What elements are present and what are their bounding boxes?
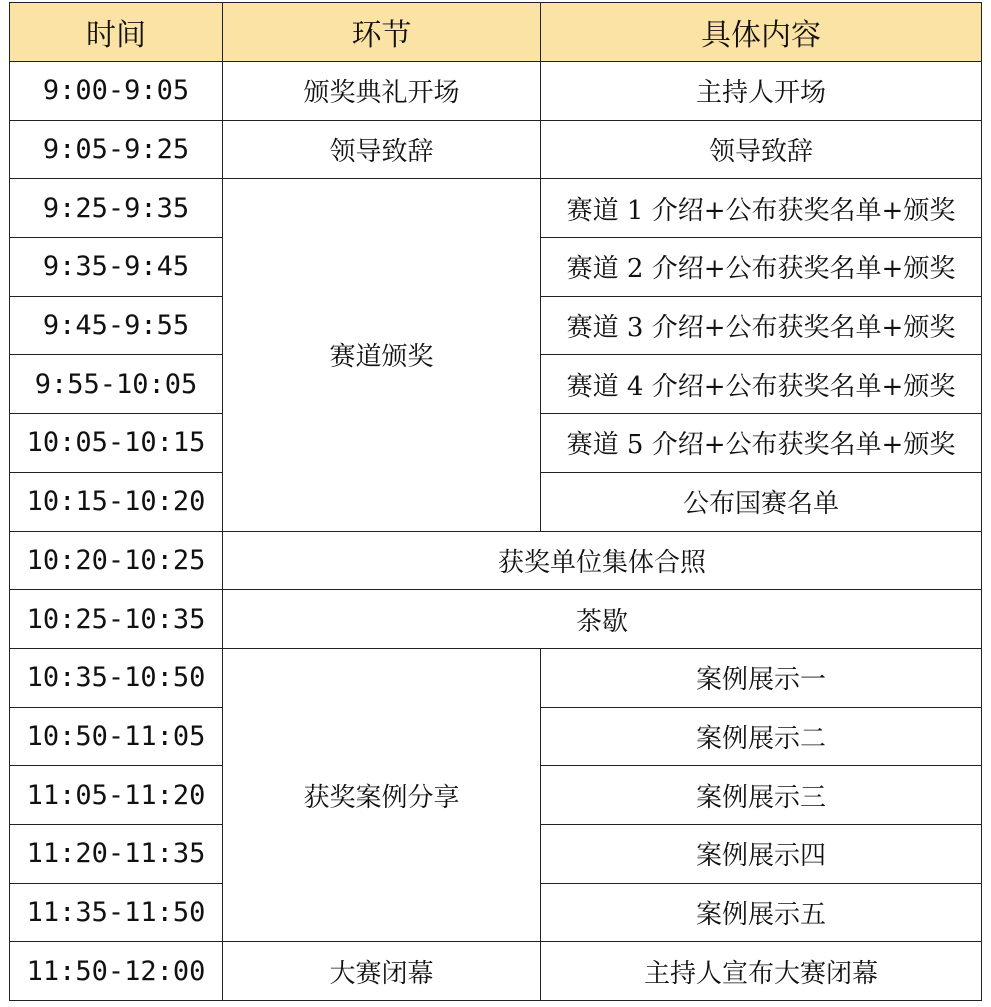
table-row (10, 648, 982, 707)
time-cell: 9:45-9:55 (10, 296, 223, 355)
content-cell: 案例展示一 (541, 648, 982, 707)
content-cell: 赛道 1 介绍+公布获奖名单+颁奖 (541, 179, 982, 238)
segment-cell: 赛道颁奖 (223, 179, 541, 531)
content-cell: 案例展示四 (541, 824, 982, 883)
time-cell: 9:05-9:25 (10, 120, 223, 179)
time-cell: 11:35-11:50 (10, 883, 223, 942)
segment-cell: 颁奖典礼开场 (223, 62, 541, 121)
content-cell: 主持人宣布大赛闭幕 (541, 942, 982, 1001)
time-cell: 9:55-10:05 (10, 355, 223, 414)
time-cell: 10:05-10:15 (10, 414, 223, 473)
table-row (10, 942, 982, 1001)
header-time: 时间 (10, 3, 223, 62)
time-cell: 11:50-12:00 (10, 942, 223, 1001)
content-cell: 赛道 5 介绍+公布获奖名单+颁奖 (541, 414, 982, 473)
time-cell: 9:25-9:35 (10, 179, 223, 238)
content-cell: 案例展示五 (541, 883, 982, 942)
time-cell: 10:20-10:25 (10, 531, 223, 590)
table-row (10, 62, 982, 121)
segment-cell: 大赛闭幕 (223, 942, 541, 1001)
table-row (10, 179, 982, 238)
table-row (10, 590, 982, 649)
content-cell: 案例展示二 (541, 707, 982, 766)
table-row (10, 120, 982, 179)
segment-cell: 获奖案例分享 (223, 648, 541, 941)
content-cell: 公布国赛名单 (541, 472, 982, 531)
merged-cell: 获奖单位集体合照 (223, 531, 982, 590)
content-cell: 领导致辞 (541, 120, 982, 179)
time-cell: 10:15-10:20 (10, 472, 223, 531)
header-segment: 环节 (223, 3, 541, 62)
time-cell: 11:20-11:35 (10, 824, 223, 883)
segment-cell: 领导致辞 (223, 120, 541, 179)
schedule-table (9, 2, 982, 1001)
content-cell: 主持人开场 (541, 62, 982, 121)
time-cell: 10:25-10:35 (10, 590, 223, 649)
content-cell: 赛道 3 介绍+公布获奖名单+颁奖 (541, 296, 982, 355)
merged-cell: 茶歇 (223, 590, 982, 649)
header-row (10, 3, 982, 62)
time-cell: 10:50-11:05 (10, 707, 223, 766)
content-cell: 赛道 2 介绍+公布获奖名单+颁奖 (541, 238, 982, 297)
time-cell: 9:00-9:05 (10, 62, 223, 121)
time-cell: 10:35-10:50 (10, 648, 223, 707)
time-cell: 11:05-11:20 (10, 766, 223, 825)
time-cell: 9:35-9:45 (10, 238, 223, 297)
header-content: 具体内容 (541, 3, 982, 62)
table-row (10, 531, 982, 590)
content-cell: 案例展示三 (541, 766, 982, 825)
content-cell: 赛道 4 介绍+公布获奖名单+颁奖 (541, 355, 982, 414)
